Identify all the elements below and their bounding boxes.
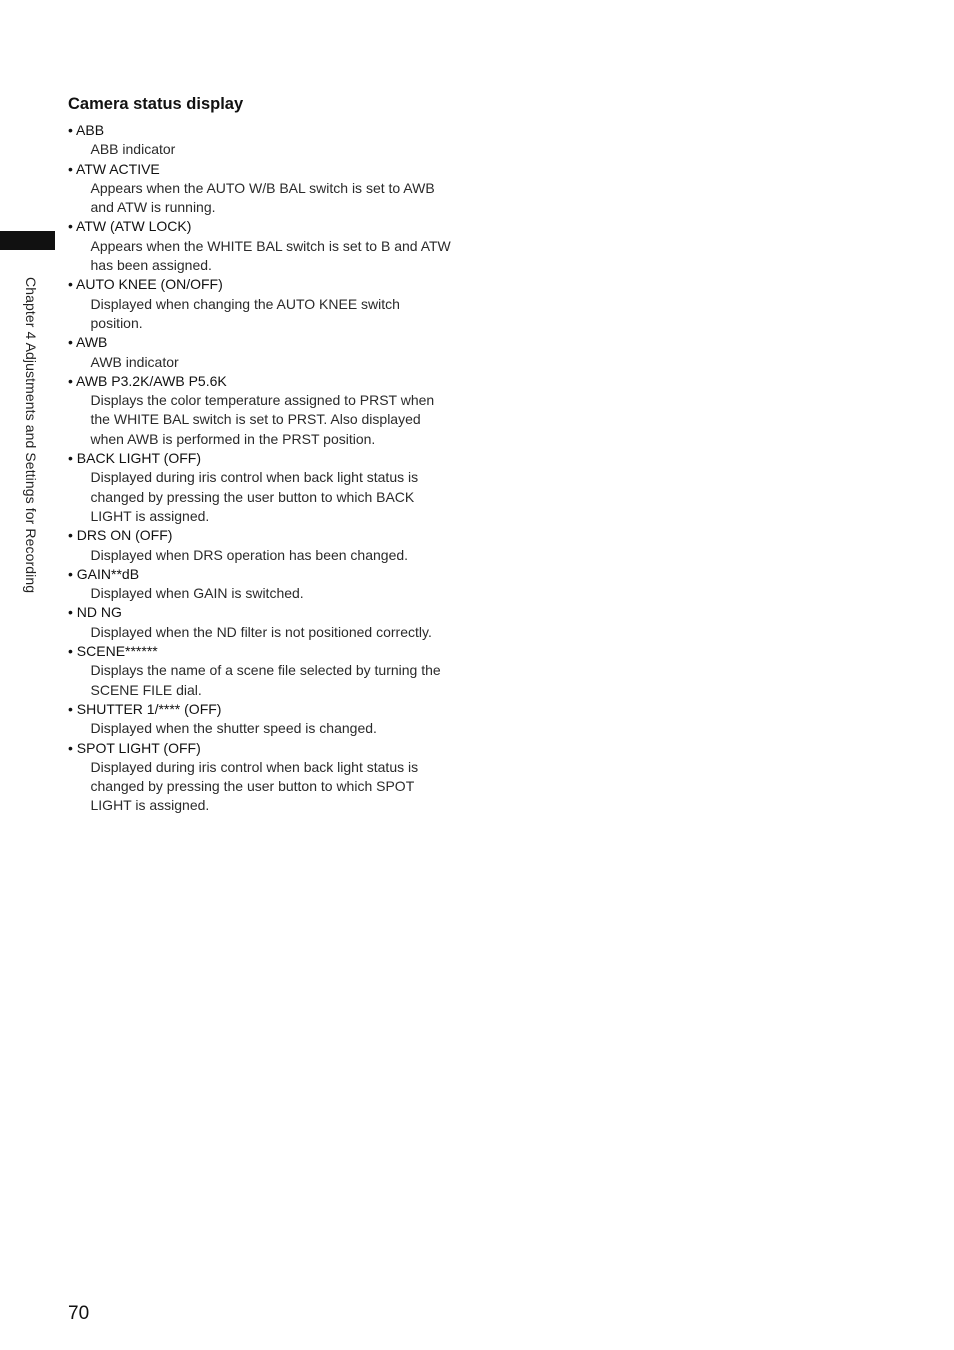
- item-term: • ATW ACTIVE: [68, 160, 160, 177]
- list-item: [68, 160, 468, 218]
- chapter-tab-marker: [0, 231, 55, 250]
- item-term: • AUTO KNEE (ON/OFF): [68, 276, 223, 293]
- item-description: Displayed during iris control when back light status is changed by pressing the user button to which SPOT LIGHT is assigned.: [90, 758, 419, 814]
- list-item: [68, 700, 468, 739]
- list-item: [68, 121, 468, 160]
- list-item: [68, 449, 468, 526]
- item-term: • SPOT LIGHT (OFF): [68, 739, 201, 756]
- item-term: • AWB: [68, 334, 108, 351]
- list-item: [68, 275, 468, 333]
- list-item: [68, 333, 468, 372]
- item-description: Appears when the AUTO W/B BAL switch is set to AWB and ATW is running.: [90, 179, 435, 216]
- page-number: 70: [68, 1303, 90, 1324]
- item-description: Appears when the WHITE BAL switch is set to B and ATW has been assigned.: [90, 237, 451, 274]
- item-description: Displayed when the ND filter is not positioned correctly.: [90, 623, 432, 640]
- main-content: [68, 93, 468, 816]
- list-item: [68, 372, 468, 449]
- item-description: Displayed when GAIN is switched.: [90, 585, 304, 602]
- chapter-label: Chapter 4 Adjustments and Settings for Recording: [23, 277, 39, 594]
- item-description: Displayed when changing the AUTO KNEE switch position.: [90, 295, 400, 331]
- item-description: Displays the name of a scene file selected by turning the SCENE FILE dial.: [90, 662, 441, 698]
- item-description: AWB indicator: [90, 353, 179, 370]
- item-term: • GAIN**dB: [68, 565, 140, 582]
- item-term: • ATW (ATW LOCK): [68, 218, 192, 235]
- item-description: Displayed when DRS operation has been changed.: [90, 546, 409, 563]
- item-term: • DRS ON (OFF): [68, 527, 173, 544]
- item-term: • AWB P3.2K/AWB P5.6K: [68, 372, 227, 389]
- item-description: Displayed during iris control when back light status is changed by pressing the user button to which BACK LIGHT is assigned.: [90, 469, 419, 524]
- item-term: • SCENE******: [68, 643, 158, 660]
- list-item: [68, 526, 468, 565]
- item-description: Displays the color temperature assigned to PRST when the WHITE BAL switch is set to PRST. Also displayed when AWB is performed in the PRST position.: [90, 392, 435, 447]
- item-term: • BACK LIGHT (OFF): [68, 450, 201, 467]
- list-item: [68, 217, 468, 275]
- list-item: [68, 739, 468, 816]
- item-description: Displayed when the shutter speed is changed.: [90, 720, 377, 737]
- item-term: • ND NG: [68, 604, 122, 621]
- item-term: • ABB: [68, 122, 105, 138]
- section-title: Camera status display: [68, 95, 244, 113]
- list-item: [68, 565, 468, 604]
- list-item: [68, 642, 468, 700]
- list-item: [68, 603, 468, 642]
- item-description: ABB indicator: [90, 141, 176, 158]
- item-term: • SHUTTER 1/**** (OFF): [68, 700, 222, 717]
